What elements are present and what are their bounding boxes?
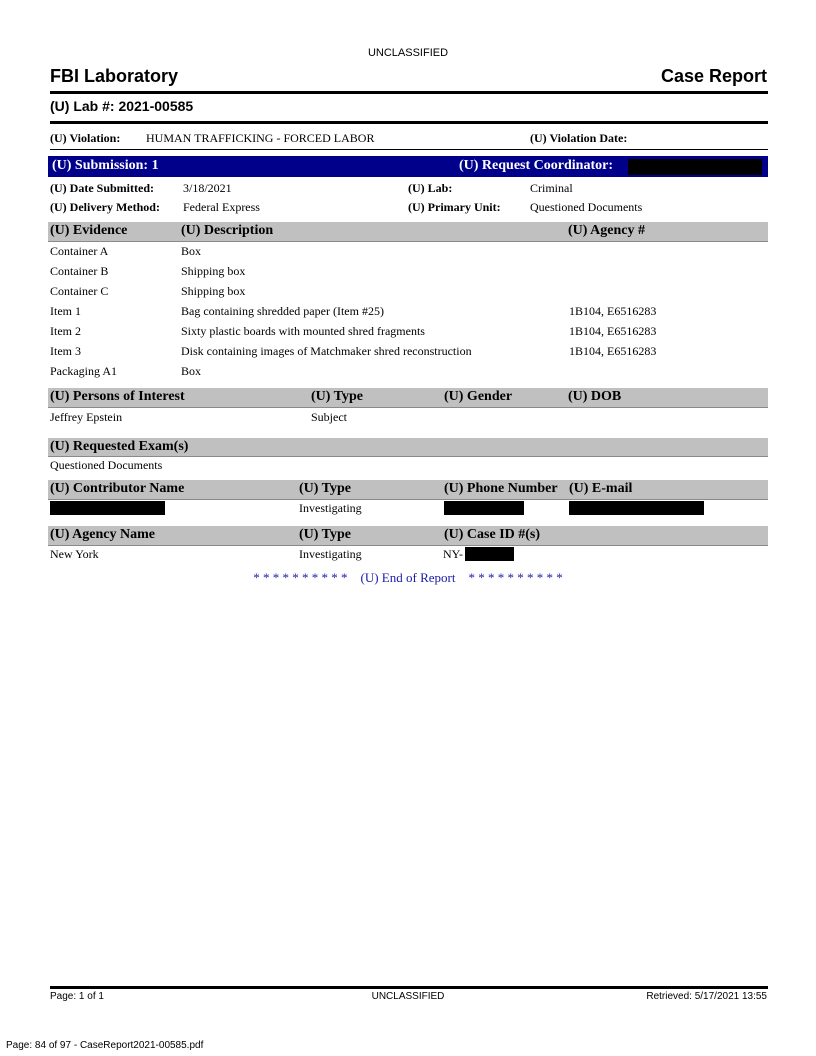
table-row bbox=[50, 364, 768, 384]
evidence-agency-number: 1B104, E6516283 bbox=[569, 344, 657, 358]
contributor-type-col-header: (U) Type bbox=[299, 481, 351, 496]
delivery-method-value: Federal Express bbox=[183, 200, 260, 214]
table-row bbox=[50, 324, 768, 344]
evidence-id: Item 3 bbox=[50, 344, 81, 358]
violation-date-label: (U) Violation Date: bbox=[530, 131, 628, 145]
lab-number: (U) Lab #: 2021-00585 bbox=[50, 98, 194, 114]
requested-exams-header bbox=[48, 438, 768, 457]
evidence-id: Container B bbox=[50, 264, 109, 278]
end-of-report: * * * * * * * * * * (U) End of Report * * * * * * * * * * bbox=[253, 570, 563, 585]
table-row bbox=[50, 344, 768, 364]
contributor-name-col-header: (U) Contributor Name bbox=[50, 481, 185, 496]
agency-type-col-header: (U) Type bbox=[299, 527, 351, 542]
evidence-description: Bag containing shredded paper (Item #25) bbox=[181, 304, 384, 318]
delivery-method-label: (U) Delivery Method: bbox=[50, 200, 160, 214]
evidence-description: Sixty plastic boards with mounted shred fragments bbox=[181, 324, 425, 338]
evidence-description: Box bbox=[181, 244, 202, 258]
phone-number-col-header: (U) Phone Number bbox=[444, 481, 558, 496]
table-row bbox=[50, 284, 768, 304]
date-submitted-label: (U) Date Submitted: bbox=[50, 181, 154, 195]
case-id-col-header: (U) Case ID #(s) bbox=[444, 527, 541, 542]
table-row bbox=[50, 264, 768, 284]
evidence-agency-number: 1B104, E6516283 bbox=[569, 304, 657, 318]
evidence-col-header: (U) Evidence bbox=[50, 223, 128, 238]
person-type-col-header: (U) Type bbox=[311, 389, 363, 404]
submission-details bbox=[50, 181, 768, 217]
email-col-header: (U) E-mail bbox=[569, 481, 633, 496]
table-row bbox=[50, 244, 768, 264]
evidence-agency-number: 1B104, E6516283 bbox=[569, 324, 657, 338]
primary-unit-label: (U) Primary Unit: bbox=[408, 200, 501, 214]
violation-rule bbox=[50, 149, 768, 150]
violation-value: HUMAN TRAFFICKING - FORCED LABOR bbox=[146, 131, 375, 145]
primary-unit-value: Questioned Documents bbox=[530, 200, 643, 214]
classification-top: UNCLASSIFIED bbox=[367, 47, 449, 59]
person-type: Subject bbox=[311, 410, 347, 424]
requested-exam-value: Questioned Documents bbox=[50, 458, 163, 472]
evidence-description: Shipping box bbox=[181, 284, 246, 298]
evidence-id: Item 2 bbox=[50, 324, 81, 338]
header-rule bbox=[50, 91, 768, 94]
lab-number-rule bbox=[50, 121, 768, 124]
evidence-id: Container C bbox=[50, 284, 109, 298]
redacted-email bbox=[569, 501, 704, 515]
page-title: FBI Laboratory bbox=[50, 66, 179, 86]
case-id-prefix: NY- bbox=[443, 547, 463, 561]
evidence-description: Disk containing images of Matchmaker shred reconstruction bbox=[181, 344, 472, 358]
violation-label: (U) Violation: bbox=[50, 131, 121, 145]
report-type-title: Case Report bbox=[660, 66, 767, 86]
redacted-case-id bbox=[465, 547, 514, 561]
persons-header bbox=[48, 388, 768, 408]
evidence-table bbox=[50, 244, 768, 384]
page-number: Page: 1 of 1 bbox=[50, 991, 104, 1002]
evidence-description: Box bbox=[181, 364, 202, 378]
table-row bbox=[50, 547, 768, 563]
table-row bbox=[50, 410, 768, 428]
gender-col-header: (U) Gender bbox=[444, 389, 513, 404]
date-submitted-value: 3/18/2021 bbox=[183, 181, 232, 195]
evidence-description: Shipping box bbox=[181, 264, 246, 278]
dob-col-header: (U) DOB bbox=[568, 389, 622, 404]
agency-number-col-header: (U) Agency # bbox=[568, 223, 645, 238]
evidence-id: Packaging A1 bbox=[50, 364, 117, 378]
agency-header bbox=[48, 526, 768, 546]
contributor-type: Investigating bbox=[299, 501, 362, 515]
footer-rule bbox=[50, 986, 768, 989]
redacted-contributor-name bbox=[50, 501, 165, 515]
request-coordinator-label: (U) Request Coordinator: bbox=[459, 158, 613, 173]
contributor-header bbox=[48, 480, 768, 500]
lab-label: (U) Lab: bbox=[408, 181, 453, 195]
table-row bbox=[50, 501, 768, 517]
description-col-header: (U) Description bbox=[181, 223, 274, 238]
redacted-phone-number bbox=[444, 501, 524, 515]
classification-bottom: UNCLASSIFIED bbox=[371, 991, 445, 1002]
table-row bbox=[50, 304, 768, 324]
violation-row bbox=[50, 131, 768, 147]
evidence-id: Item 1 bbox=[50, 304, 81, 318]
agency-type: Investigating bbox=[299, 547, 362, 561]
pdf-page-footer: Page: 84 of 97 - CaseReport2021-00585.pdf bbox=[6, 1040, 204, 1051]
retrieved-timestamp: Retrieved: 5/17/2021 13:55 bbox=[646, 991, 767, 1002]
lab-value: Criminal bbox=[530, 181, 573, 195]
agency-name-col-header: (U) Agency Name bbox=[50, 527, 155, 542]
requested-exams-title: (U) Requested Exam(s) bbox=[50, 439, 189, 454]
person-name: Jeffrey Epstein bbox=[50, 410, 123, 424]
redacted-coordinator bbox=[628, 159, 762, 175]
persons-col-header: (U) Persons of Interest bbox=[50, 389, 185, 404]
agency-name: New York bbox=[50, 547, 99, 561]
submission-title: (U) Submission: 1 bbox=[52, 158, 159, 173]
submission-bar bbox=[48, 156, 768, 177]
evidence-id: Container A bbox=[50, 244, 109, 258]
evidence-header bbox=[48, 222, 768, 242]
